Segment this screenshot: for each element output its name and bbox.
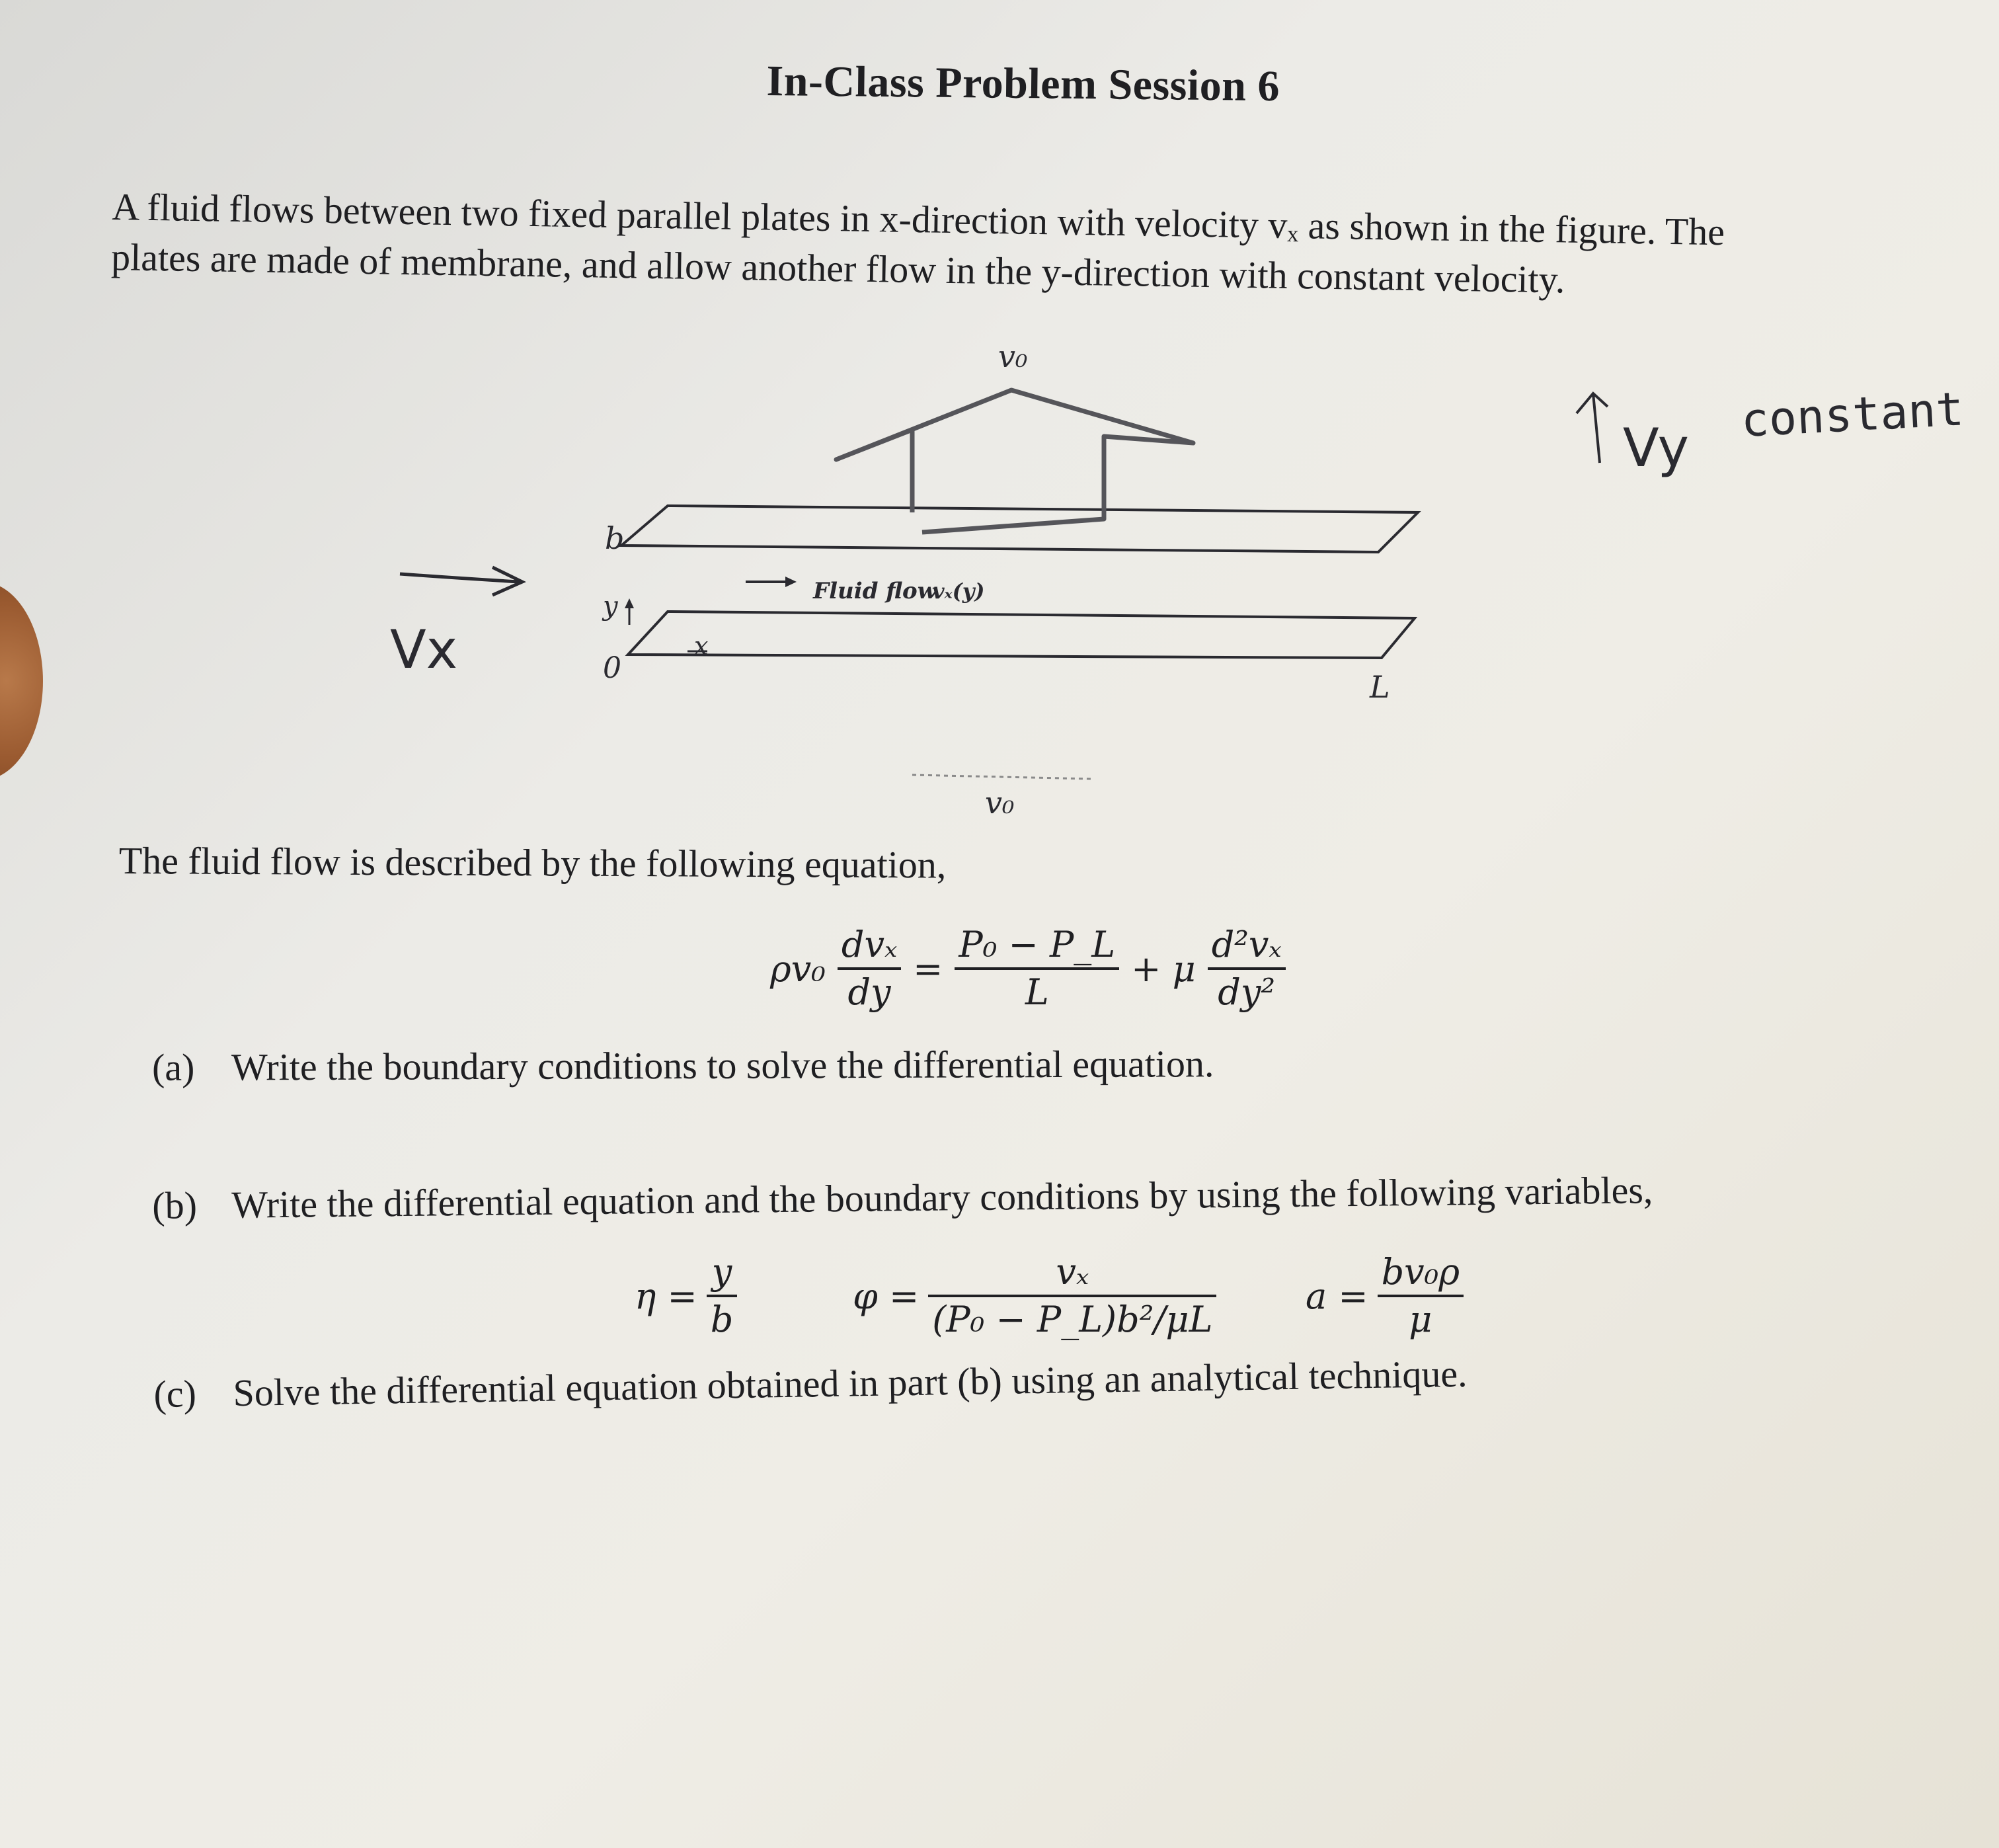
var-eta-denominator: b <box>710 1299 734 1340</box>
governing-equation <box>770 912 1286 1025</box>
label-b: b <box>605 520 625 556</box>
var-a-numerator: bv₀ρ <box>1381 1251 1460 1293</box>
question-a-label: (a) <box>151 1045 195 1089</box>
bottom-plate <box>628 612 1415 658</box>
var-phi-lhs: φ = <box>853 1275 920 1317</box>
question-c <box>153 1351 1468 1416</box>
top-plate <box>621 506 1418 552</box>
var-phi-numerator: vₓ <box>1056 1251 1089 1293</box>
var-eta-numerator: y <box>711 1251 732 1293</box>
question-a <box>152 1041 1214 1090</box>
question-c-text: Solve the differential equation obtained in part (b) using an analytical technique. <box>233 1351 1468 1415</box>
eq-term1-denominator: L <box>1025 971 1049 1013</box>
var-a-denominator: μ <box>1409 1299 1432 1340</box>
eq-term1-numerator: P₀ − P_L <box>959 924 1116 965</box>
label-zero: 0 <box>603 651 621 685</box>
question-a-text: Write the boundary conditions to solve the differential equation. <box>231 1042 1214 1089</box>
var-a-fraction <box>1378 1250 1464 1342</box>
question-b-label: (b) <box>152 1184 198 1227</box>
parallel-plates-figure <box>0 0 1999 860</box>
eq-term2-denominator: dy² <box>1218 971 1275 1013</box>
eq-equals: = <box>913 947 943 990</box>
bottom-dashed-line <box>912 775 1091 779</box>
intro-line-2: plates are made of membrane, and allow another flow in the y-direction with constant velocity. <box>110 235 1565 301</box>
eq-term2-numerator: d²vₓ <box>1211 924 1282 965</box>
question-b <box>152 1168 1653 1228</box>
eq-lhs-coefficient: ρv₀ <box>770 947 826 990</box>
label-v0-bottom: v₀ <box>985 785 1015 821</box>
eq-plus-mu: + μ <box>1131 947 1196 990</box>
label-vx-of-y: vₓ(y) <box>932 579 985 604</box>
y-axis-arrowhead <box>625 598 634 608</box>
eq-term1-fraction <box>955 922 1119 1015</box>
eq-term2-fraction <box>1208 922 1286 1015</box>
label-fluid-flow: Fluid flow <box>813 578 937 604</box>
var-eta-lhs: η = <box>635 1275 697 1317</box>
label-y: y <box>603 591 618 622</box>
handwritten-vy: Vy <box>1623 417 1689 479</box>
var-eta-fraction <box>707 1250 738 1342</box>
handwritten-constant: constant <box>1739 382 1965 448</box>
handwritten-vx: Vx <box>390 619 458 680</box>
page-title: In-Class Problem Session 6 <box>766 56 1280 111</box>
intro-line-1: A fluid flows between two fixed parallel plates in x-direction with velocity vₓ as shown in the figure. The <box>111 184 1725 254</box>
handwritten-vy-arrow <box>1577 393 1608 463</box>
eq-lhs-denominator: dy <box>847 971 891 1013</box>
var-a <box>1306 1250 1464 1342</box>
fluid-flow-arrowhead <box>785 577 797 587</box>
var-eta <box>635 1250 737 1342</box>
handwritten-vx-arrow <box>400 567 522 595</box>
label-x: x <box>694 631 709 661</box>
var-phi-denominator: (P₀ − P_L)b²/μL <box>932 1299 1213 1340</box>
eq-lhs-fraction <box>838 922 901 1015</box>
var-phi-fraction <box>928 1250 1216 1342</box>
label-L: L <box>1370 669 1390 705</box>
question-c-label: (c) <box>153 1371 197 1416</box>
eq-lhs-numerator: dvₓ <box>841 924 898 965</box>
var-a-lhs: a = <box>1306 1275 1368 1317</box>
var-phi <box>853 1250 1216 1342</box>
equation-intro: The fluid flow is described by the following equation, <box>118 839 947 887</box>
label-v0-top: v₀ <box>998 339 1028 374</box>
question-b-text: Write the differential equation and the boundary conditions by using the following variables, <box>231 1168 1653 1226</box>
